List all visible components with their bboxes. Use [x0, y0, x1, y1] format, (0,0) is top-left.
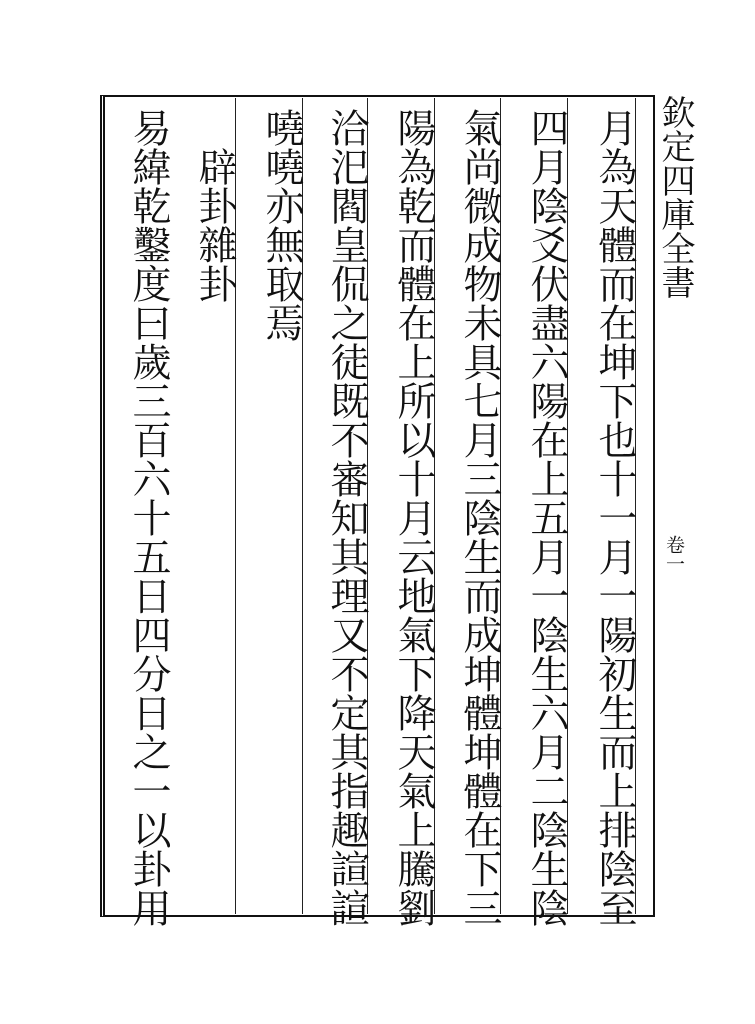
- column-text: 嘵嘵亦無取焉: [259, 108, 304, 342]
- text-column-7: [178, 98, 236, 914]
- section-heading: 辟卦雜卦: [192, 108, 237, 303]
- column-text: 陽為乾而體在上所以十月云地氣下降天氣上騰劉: [391, 108, 436, 927]
- text-column-4: [377, 98, 436, 927]
- text-column-1: [578, 98, 637, 927]
- text-column-2: [510, 98, 569, 927]
- column-text: 氣尚微成物未具七月三陰生而成坤體坤體在下三: [457, 108, 502, 927]
- column-text: 洽汜閻皇侃之徒既不審知其理又不定其指趣諠諠: [324, 108, 369, 927]
- page-header: [655, 95, 695, 917]
- column-text: 月為天體而在坤下也十一月一陽初生而上排陰至: [592, 108, 637, 927]
- text-column-8: [112, 98, 171, 927]
- text-column-3: [443, 98, 502, 927]
- book-title: 欽定四庫全書: [655, 95, 695, 299]
- header-divider: [653, 340, 655, 360]
- column-text: 易緯乾鑿度曰歲三百六十五日四分日之一以卦用: [126, 108, 171, 927]
- volume-label: 卷一: [663, 535, 685, 573]
- text-column-6: [245, 98, 303, 914]
- column-text: 四月陰爻伏盡六陽在上五月一陰生六月二陰生陰: [524, 108, 569, 927]
- text-column-5: [310, 98, 369, 927]
